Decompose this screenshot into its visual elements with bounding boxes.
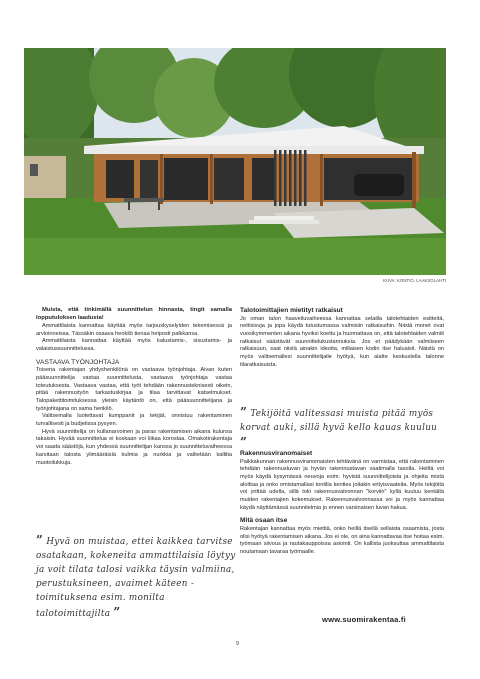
house-photo [24, 48, 446, 275]
right-column-lower [240, 450, 444, 557]
section-heading: Talotoimittajien mietityt ratkaisut [240, 307, 343, 314]
section-heading: Rakennusviranomaiset [240, 450, 313, 457]
photo-credit: KUVA: KONTIO, LAAKSOLAHTI [383, 278, 446, 283]
page-number: 9 [236, 641, 239, 647]
quote-mark-icon: ” [113, 605, 121, 619]
body-paragraph: Hyvä suunnittelija on kullanarvoinen ja paras rakentamisen aikana kulunsa takaisin. Hyvää suunnittelua ei koskaan voi liikaa korostaa. Omakotirakentaja voi saada säästöjä, kun yhdessä suunnittelijan kanssa jo suunnitteluvaiheessa karsitaan talosta ylimääräisiä kulmia ja nurkkia ja valitetään kalliita muotoilukkuja. [36, 428, 232, 466]
quote-mark-icon: ” [240, 405, 248, 419]
house-photo-illustration [24, 48, 446, 275]
body-paragraph: Valitsemalla luotettavat kumppanit ja tekijät, onnistuu rakentaminen turvallisesti ja budjetissa pysyen. [36, 413, 232, 428]
website-url[interactable]: www.suomirakentaa.fi [322, 615, 406, 624]
section-heading: VASTAAVA TYÖNJOHTAJA [36, 358, 120, 366]
left-column [36, 307, 232, 467]
body-paragraph: Ammattilaista kannattaa käyttää myös tarjouskyselyiden tekemisessä ja arvioinneissa. Tässäkin osaava henkilö tienaa helposti palkkansa. [36, 322, 232, 337]
pull-quote-right [240, 405, 446, 451]
quote-mark-icon: ” [240, 435, 248, 449]
section-heading: Mitä osaan itse [240, 517, 288, 525]
pull-quote-left [36, 533, 236, 621]
quote-mark-icon: ” [36, 533, 44, 547]
body-paragraph: Jo oman talon haaveiluvaiheessa kannattaa selailla talotehtaiden esitteitä, nettisivuja ja jopa käydä tutustumassa valmisiin ratkaisuihin. Niistä monet ovat vuosikymmenten aikana hyviksi koettu ja huomattava on, että talotehtaiden valmiit ratkaisut säästävät suunnittelukustannuksia. Jos et päädykään valmiiseen ratkaisuun, saat niistä ainakin ideoita, millaisen kodin itse haluaisit. Näistä on myös valitsemallesi suunnittelijalle hyötyä, kun alatte keskustella talonne tilaratkaisuista. [240, 315, 444, 368]
lead-paragraph: Muista, että tinkimällä suunnittelun hinnasta, tingit samalla lopputuloksen laadusta! [36, 307, 232, 321]
body-paragraph: Rakentajan kannattaa myös miettiä, onko heillä itsellä sellaista osaamista, josta olisi hyötyä rakentamisen aikana. Jos ei ole, on aina kannattavaa itse hoitaa esim. työmaan siivous ja rautakauppoissa asiointi. On kallista juoksuttaa ammattilaista noutamaan tavaraa työmaalle. [240, 525, 444, 556]
pull-quote-text: Tekijöitä valitessasi muista pitää myös korvat auki, sillä hyvä kello kauas kuuluu [240, 409, 438, 433]
right-column [240, 307, 444, 369]
body-paragraph: Paikkakunnan rakennusviranomaisten tehtävänä on varmistaa, että rakentaminen tehdään rakennusluvan ja hyvän rakennustavan vaatimalla tasolla. Heiltä voi myös käydä kysymässä neuvoja esim. hyvistä suunnittelijoista ja ohjeita mistä aloittaa ja onko omistamallasi tontilla kenties joitakin erityisvaateita. Myös tekijöitä voi yrittää udella, sillä toki rakennusvalvonnan "korviin" kyllä kuuluu kentältä muiden rakentajien kokemukset. Rakennusvalvonnassa voi ja myös kannattaa käydä näyttämässä suunnitelmia jo ennen varsinaisen luvan hakua. [240, 458, 444, 511]
pull-quote-text: Hyvä on muistaa, ettei kaikkea tarvitse osatakaan, kokeneita ammattilaisia löytyy ja voit tilata talosi vaikka täysin valmiina, perustuksineen, avaimet käteen -toimituksena esim. monilta talotoimittajilta [36, 537, 236, 619]
body-paragraph: Toisena rakentajan yhdyshenkilönä on vastaava työnjohtaja. Aivan kuten pääsuunnittelija vastaa suunnittelusta, vastaava työnjohtaja vastaa toteutuksesta. Vastaava vastaa, että työt tehdään rakennusteknisesti oikein, pitää rakennustyön tarkastuskirjaa ja tilaa tarvittavat katselmukset. Talopakettitoimituksessa yleisin käytäntö on, että pääsuunnittelijana ja työnjohtajana on sama henkilö. [36, 367, 232, 412]
body-paragraph: Ammattilaista kannattaa käyttää myös kalustamis-, sisustamis- ja valaistussuunnittelussa. [36, 338, 232, 352]
